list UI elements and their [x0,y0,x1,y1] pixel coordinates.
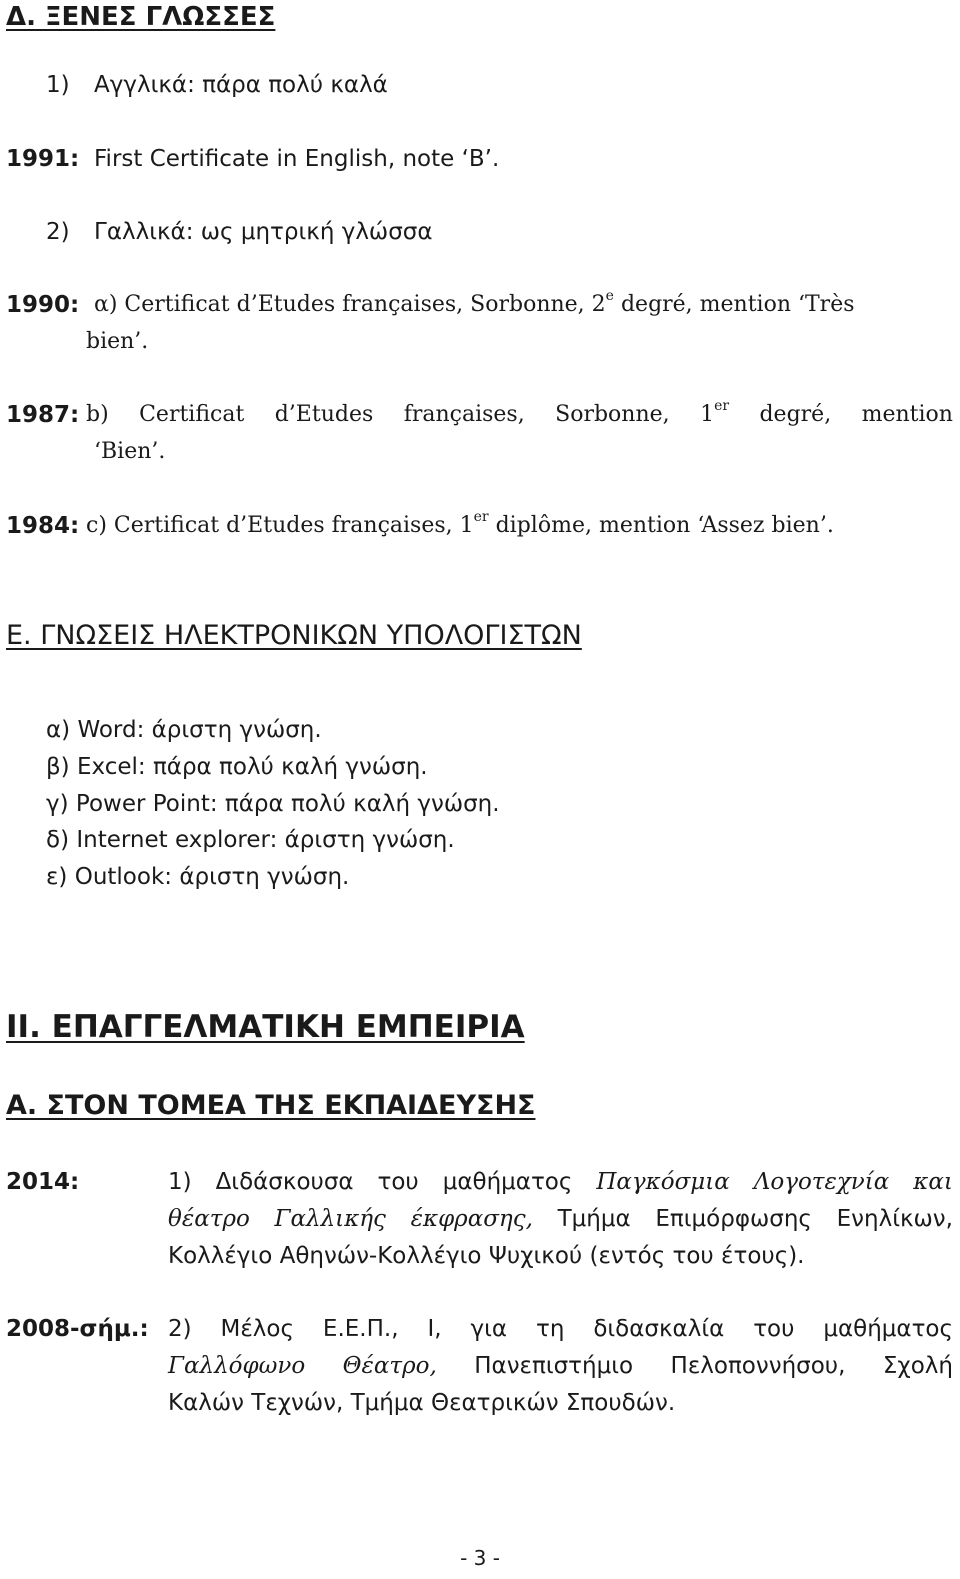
entry1-l1-i: και [913,1169,953,1195]
entry1-l2-w: Ενηλίκων, [836,1206,953,1232]
entry1-line2 [168,1208,953,1231]
skill-item: γ) Power Point: πάρα πολύ καλή γνώση. [46,791,500,817]
french-a-post: degré, mention ‘Très [613,292,855,317]
french-b-w8: mention [861,402,953,427]
french-b-w7: degré, [759,402,832,427]
french-a-pre: α) Certificat d’Etudes françaises, Sorbonne, 2 [94,292,606,317]
french-b-sup: er [714,397,730,414]
skill-item: α) Word: άριστη γνώση. [46,717,322,743]
french-c-sup: er [473,508,489,525]
french-a-cont: bien’. [86,329,149,354]
french-b-w1: b) [86,402,109,427]
french-c-line [86,508,834,538]
entry2-l1-w: για [470,1316,508,1342]
entry2-line1 [168,1318,953,1341]
entry1-l1-i: Παγκόσμια [596,1169,730,1195]
entry1-l1-w: μαθήματος [442,1169,573,1195]
entry1-l2-i: έκφρασης, [410,1206,533,1232]
entry2-l1-w: του [753,1316,795,1342]
french-b-w6 [700,397,730,427]
page-number: - 3 - [460,1546,500,1570]
entry1-l1-w: Διδάσκουσα [215,1169,354,1195]
entry2-line2 [168,1355,953,1378]
english-certificate: First Certificate in English, note ‘B’. [94,146,500,172]
french-b-w3: d’Etudes [274,402,374,427]
entry1-l2-i: Γαλλικής [274,1206,386,1232]
entry2-l1-w: διδασκαλία [593,1316,725,1342]
section-title-computer-skills: Ε. ΓΝΩΣΕΙΣ ΗΛΕΚΤΡΟΝΙΚΩΝ ΥΠΟΛΟΓΙΣΤΩΝ [6,620,582,651]
entry2-l2-w: Σχολή [882,1353,953,1379]
entry2-line3: Καλών Τεχνών, Τμήμα Θεατρικών Σπουδών. [168,1390,676,1416]
french-c-pre: c) Certificat d’Etudes françaises, 1 [86,513,474,538]
skill-item: δ) Internet explorer: άριστη γνώση. [46,827,455,853]
skill-item: β) Excel: πάρα πολύ καλή γνώση. [46,754,428,780]
entry1-line3: Κολλέγιο Αθηνών-Κολλέγιο Ψυχικού (εντός του έτους). [168,1243,805,1269]
entry2-l1-w: Ι, [427,1316,442,1342]
french-a-year: 1990: [6,292,80,318]
english-year: 1991: [6,146,80,172]
french-a-sup: e [605,287,614,304]
french-b-line [86,397,953,427]
french-b-cont: ‘Bien’. [94,439,166,464]
french-b-num: 1 [700,402,715,427]
entry1-line1 [168,1171,953,1194]
section-title-foreign-languages: Δ. ΞΕΝΕΣ ΓΛΩΣΣΕΣ [6,2,276,32]
entry2-l1-w: τη [535,1316,565,1342]
entry1-year: 2014: [6,1169,80,1195]
entry2-l2-i: Γαλλόφωνο [168,1353,306,1379]
french-level: Γαλλικά: ως μητρική γλώσσα [94,219,433,245]
entry1-l1-w: 1) [168,1169,192,1195]
entry1-l2-w: Επιμόρφωσης [655,1206,812,1232]
entry2-l1-w: 2) [168,1316,192,1342]
french-a-line [94,287,855,317]
french-b-year: 1987: [6,402,80,428]
entry2-l1-w: Ε.Ε.Π., [322,1316,399,1342]
entry2-l2-i: Θέατρο, [342,1353,437,1379]
entry1-l2-i: θέατρο [168,1206,250,1232]
entry1-l2-w: Τμήμα [557,1206,631,1232]
entry2-l2-w: Πελοποννήσου, [670,1353,846,1379]
english-label: 1) [46,72,70,98]
french-b-w5: Sorbonne, [555,402,670,427]
english-level: Αγγλικά: πάρα πολύ καλά [94,72,388,98]
french-b-w2: Certificat [139,402,245,427]
entry1-l1-w: του [377,1169,419,1195]
french-c-year: 1984: [6,513,80,539]
skill-item: ε) Outlook: άριστη γνώση. [46,864,350,890]
entry2-year: 2008-σήμ.: [6,1316,149,1342]
french-label: 2) [46,219,70,245]
entry2-l1-w: Μέλος [220,1316,294,1342]
french-c-post: diplôme, mention ‘Assez bien’. [488,513,834,538]
section-title-education-sector: Α. ΣΤΟΝ ΤΟΜΕΑ ΤΗΣ ΕΚΠΑΙΔΕΥΣΗΣ [6,1090,536,1121]
entry2-l2-w: Πανεπιστήμιο [474,1353,634,1379]
french-b-w4: françaises, [403,402,525,427]
entry2-l1-w: μαθήματος [823,1316,953,1342]
entry1-l1-i: Λογοτεχνία [753,1169,890,1195]
section-title-professional-experience: ΙΙ. ΕΠΑΓΓΕΛΜΑΤΙΚΗ ΕΜΠΕΙΡΙΑ [6,1009,525,1045]
